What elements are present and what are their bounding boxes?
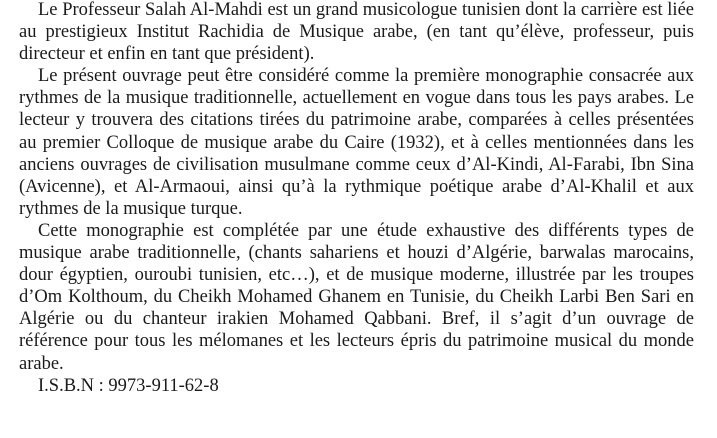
paragraph-book-summary: Le présent ouvrage peut être considéré comme la première monographie consacrée aux rythmes de la musique traditionnelle, actuellement en vogue dans tous les pays arabes. Le lecteur y trouvera des citations tirées du patrimoine arabe, comparées à celles présentées au premier Colloque de musique arabe du Caire (1932), et à celles mentionnées dans les anciens ouvrages de civilisation musulmane comme ceux d’Al-Kindi, Al-Farabi, Ibn Sina (Avicenne), et Al-Armaoui, ainsi qu’à la rythmique poétique arabe d’Al-Khalil et aux rythmes de la musique turque. — [19, 66, 694, 219]
paragraph-author-bio: Le Professeur Salah Al-Mahdi est un grand musicologue tunisien dont la carrière est liée au prestigieux Institut Rachidia de Musique arabe, (en tant qu’élève, professeur, puis directeur et enfin en tant que président). — [19, 0, 694, 65]
isbn-line: I.S.B.N : 9973-911-62-8 — [38, 375, 219, 396]
paragraph-book-contents: Cette monographie est complétée par une étude exhaustive des différents types de musique arabe traditionnelle, (chants sahariens et houzi d’Algérie, barwalas marocains, dour égyptien, ouroubi tunisien, etc…), et de musique moderne, illustrée par les troupes d’Om Kolthoum, du Cheikh Mohamed Ghanem en Tunisie, du Cheikh Larbi Ben Sari en Algérie ou du chanteur irakien Mohamed Qabbani. Bref, il s’agit d’un ouvrage de référence pour tous les mélomanes et les lecteurs épris du patrimoine musical du monde arabe. — [19, 220, 694, 374]
back-cover-text — [19, 0, 694, 397]
